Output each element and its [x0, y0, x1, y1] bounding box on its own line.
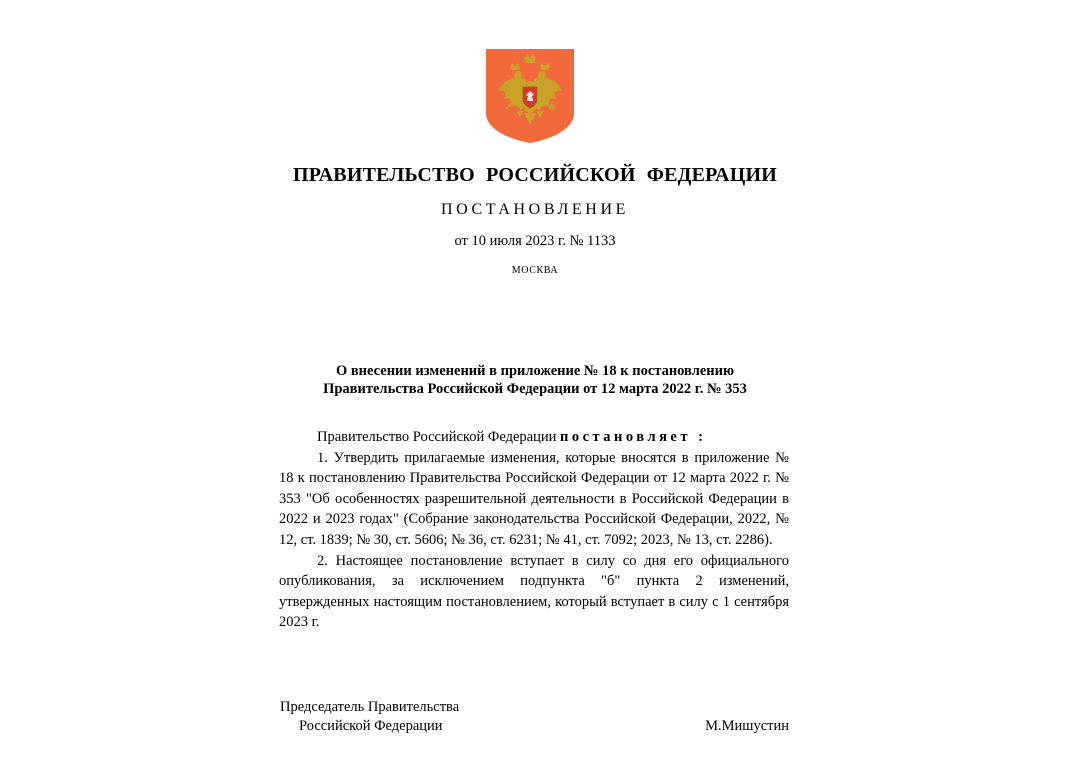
paragraph-item-1: 1. Утвердить прилагаемые изменения, которые вносятся в приложение № 18 к постановлению Правительства Российской Федерации от 12 марта 2022 г. № 353 "Об особенностях разрешительной деятельности в Российской Федерации в 2022 и 2023 годах" (Собрание законодательства Российской Федерации, 2022, № 12, ст. 1839; № 30, ст. 5606; № 36, ст. 6231; № 41, ст. 7092; 2023, № 13, ст. 2286). [279, 449, 789, 548]
signatory-position-line-1: Председатель Правительства [280, 699, 460, 715]
coat-of-arms-emblem [486, 49, 574, 143]
signatory-name: М.Мишустин [705, 718, 789, 734]
subject-line-1: О внесении изменений в приложение № 18 к постановлению [335, 363, 735, 379]
intro-prefix: Правительство Российской Федерации [317, 429, 560, 445]
resolves-word: постановляет : [559, 429, 707, 445]
document-body [279, 427, 789, 633]
paragraph-item-2: 2. Настоящее постановление вступает в силу со дня его официального опубликования, за исключением подпункта "б" пункта 2 изменений, утвержденных настоящим постановлением, который вступает в силу с 1 сентября 2023 г. [279, 552, 789, 631]
signature-block [279, 698, 789, 736]
intro-paragraph [279, 427, 789, 448]
document-type: ПОСТАНОВЛЕНИЕ [441, 201, 629, 218]
document-subject [0, 362, 1070, 398]
russian-coat-of-arms-icon [486, 49, 574, 143]
document-date-number: от 10 июля 2023 г. № 1133 [454, 233, 616, 249]
signatory-position-line-2: Российской Федерации [299, 718, 443, 734]
subject-line-2: Правительства Российской Федерации от 12 марта 2022 г. № 353 [323, 381, 747, 397]
document-city: МОСКВА [511, 265, 559, 276]
government-title: ПРАВИТЕЛЬСТВО РОССИЙСКОЙ ФЕДЕРАЦИИ [293, 164, 777, 186]
